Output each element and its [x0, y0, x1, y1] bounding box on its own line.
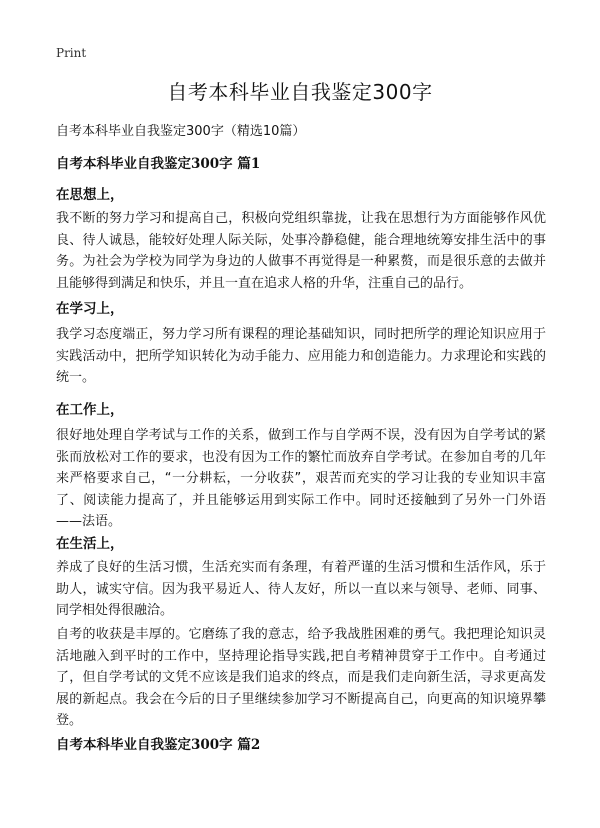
print-label[interactable]: Print — [56, 46, 87, 60]
study-paragraph: 我学习态度端正，努力学习所有课程的理论基础知识，同时把所学的理论知识应用于实践活动中，把所学知识转化为动手能力、应用能力和创造能力。力求理论和实践的统一。 — [56, 327, 546, 385]
life-heading: 在生活上， — [56, 536, 124, 552]
life-paragraph: 养成了良好的生活习惯，生活充实而有条理，有着严谨的生活习惯和生活作风，乐于助人，诚实守信。因为我平易近人、待人友好，所以一直以来与领导、老师、同事、同学相处得很融洽。 — [56, 560, 546, 618]
thought-paragraph: 我不断的努力学习和提高自己，积极向党组织靠拢，让我在思想行为方面能够作风优良、待人诚恳，能较好处理人际关际，处事冷静稳健，能合理地统筹安排生活中的事务。为社会为学校为同学为身边的人做事不再觉得是一种累赘，而是很乐意的去做并且能够得到满足和快乐，并且一直在追求人格的升华，注重自己的品行。 — [56, 211, 546, 291]
section2-heading: 自考本科毕业自我鉴定300字 篇2 — [56, 737, 261, 753]
thought-heading: 在思想上， — [56, 187, 124, 203]
work-paragraph: 很好地处理自学考试与工作的关系，做到工作与自学两不误，没有因为自学考试的紧张而放松对工作的要求，也没有因为工作的繁忙而放弃自学考试。在参加自考的几年来严格要求自己，“一分耕耘，一分收获”，艰苦而充实的学习让我的专业知识丰富了、阅读能力提高了，并且能够运用到实际工作中。同时还接触到了另外一门外语——法语。 — [56, 428, 546, 529]
page-title: 自考本科毕业自我鉴定300字 — [167, 80, 433, 104]
section1-heading: 自考本科毕业自我鉴定300字 篇1 — [56, 156, 261, 172]
document-subtitle: 自考本科毕业自我鉴定300字（精选10篇） — [56, 124, 306, 139]
harvest-paragraph: 自考的收获是丰厚的。它磨练了我的意志，给予我战胜困难的勇气。我把理论知识灵活地融入到平时的工作中，坚持理论指导实践,把自考精神贯穿于工作中。自考通过了，但自学考试的文凭不应该是我们追求的终点，而是我们走向新生活，寻求更高发展的新起点。我会在今后的日子里继续参加学习不断提高自己，向更高的知识境界攀登。 — [56, 627, 546, 728]
work-heading: 在工作上， — [56, 402, 124, 418]
study-heading: 在学习上， — [56, 301, 124, 317]
